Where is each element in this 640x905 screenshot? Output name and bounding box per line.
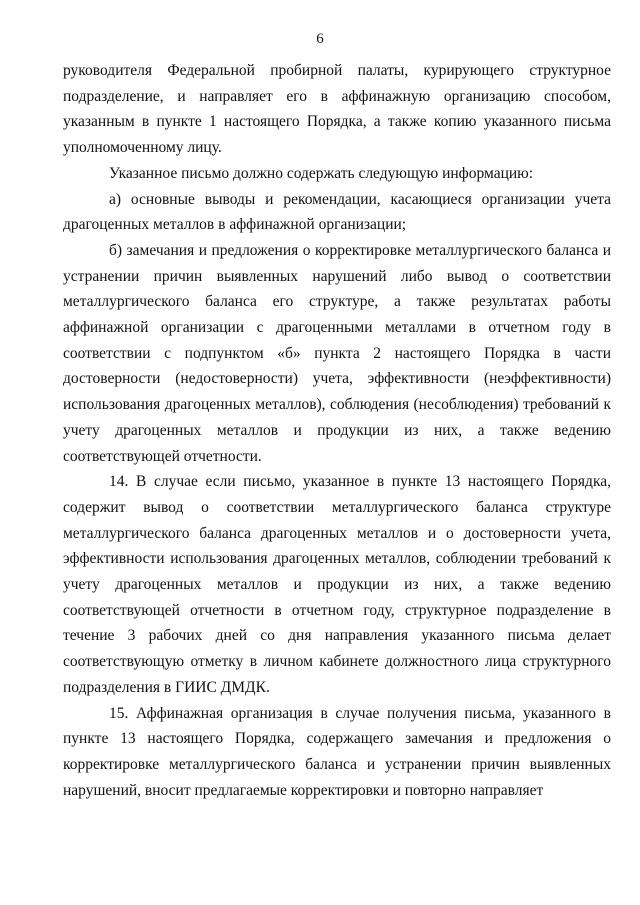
paragraph-point-14: 14. В случае если письмо, указанное в пункте 13 настоящего Порядка, содержит вывод о соответствии металлургического баланса структуре металлургического баланса драгоценных металлов и о достоверности учета, эффективности использования драгоценных металлов, соблюдении требований к учету драгоценных металлов и продукции из них, а также ведению соответствующей отчетности в отчетном году, структурное подразделение в течение 3 рабочих дней со дня направления указанного письма делает соответствующую отметку в личном кабинете должностного лица структурного подразделения в ГИИС ДМДК.	[63, 473, 611, 696]
page-number: 6	[316, 31, 324, 47]
paragraph-letter-content-intro: Указанное письмо должно содержать следующую информацию:	[109, 164, 534, 182]
paragraph-item-a: а) основные выводы и рекомендации, касающиеся организации учета драгоценных металлов в аффинажной организации;	[63, 190, 611, 234]
paragraph-item-b: б) замечания и предложения о корректировке металлургического баланса и устранении причин выявленных нарушений либо вывод о соответствии металлургического баланса его структуре, а также результатах работы аффинажной организации с драгоценными металлами в отчетном году в соответствии с подпунктом «б» пункта 2 настоящего Порядка в части достоверности (недостоверности) учета, эффективности (неэффективности) использования драгоценных металлов), соблюдения (несоблюдения) требований к учету драгоценных металлов и продукции из них, а также ведению соответствующей отчетности.	[63, 241, 611, 465]
paragraph-point-15: 15. Аффинажная организация в случае получения письма, указанного в пункте 13 настоящего Порядка, содержащего замечания и предложения о корректировке металлургического баланса и устранении причин выявленных нарушений, вносит предлагаемые корректировки и повторно направляет	[63, 704, 611, 799]
document-body	[63, 58, 611, 803]
paragraph-continuation: руководителя Федеральной пробирной палаты, курирующего структурное подразделение, и направляет его в аффинажную организацию способом, указанным в пункте 1 настоящего Порядка, а также копию указанного письма уполномоченному лицу.	[63, 62, 611, 157]
